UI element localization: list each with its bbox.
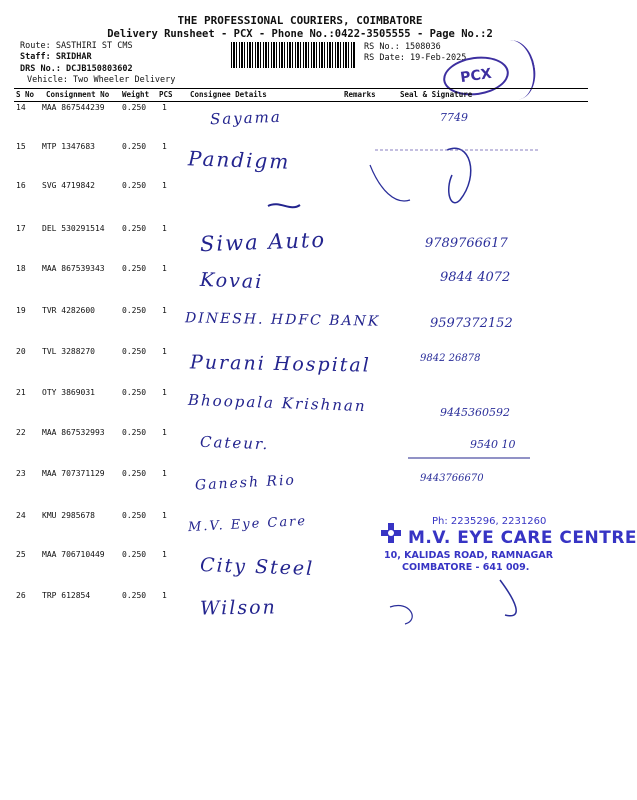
row-signature-phone: 7749	[440, 111, 468, 124]
row-sno: 24	[16, 511, 26, 520]
row-weight: 0.250	[122, 347, 147, 356]
row-consignment: MAA 867544239	[42, 103, 105, 112]
rs-number: RS No.: 1508036	[364, 42, 441, 52]
row-pcs: 1	[162, 428, 167, 437]
col-pcs: PCS	[159, 90, 173, 99]
route-label: Route: SASTHIRI ST CMS	[20, 41, 133, 51]
row-weight: 0.250	[122, 306, 147, 315]
row-sno: 20	[16, 347, 26, 356]
row-pcs: 1	[162, 181, 167, 190]
row-consignee-handwriting: Bhoopala Krishnan	[187, 390, 367, 416]
row-pcs: 1	[162, 306, 167, 315]
row-consignee-handwriting: Cateur.	[199, 432, 270, 454]
row-consignee-handwriting: Siwa Auto	[199, 227, 327, 257]
row-sno: 25	[16, 550, 26, 559]
row-consignee-handwriting: M.V. Eye Care	[187, 513, 308, 536]
row-weight: 0.250	[122, 224, 147, 233]
row-weight: 0.250	[122, 181, 147, 190]
row-weight: 0.250	[122, 264, 147, 273]
row-sno: 26	[16, 591, 26, 600]
col-consignment: Consignment No	[46, 90, 110, 99]
row-weight: 0.250	[122, 388, 147, 397]
row-pcs: 1	[162, 550, 167, 559]
row-consignment: TVL 3288270	[42, 347, 95, 356]
eye-care-address-1: 10, KALIDAS ROAD, RAMNAGAR	[384, 550, 554, 561]
row-weight: 0.250	[122, 142, 147, 151]
row-sno: 23	[16, 469, 26, 478]
row-weight: 0.250	[122, 591, 147, 600]
drs-number: DRS No.: DCJB150803602	[20, 64, 133, 74]
rs-date: RS Date: 19-Feb-2025	[364, 53, 467, 63]
row-consignee-handwriting: Kovai	[199, 268, 264, 294]
eye-care-name: M.V. EYE CARE CENTRE	[408, 528, 637, 548]
row-consignment: KMU 2985678	[42, 511, 95, 520]
row-signature-phone: 9445360592	[440, 406, 510, 419]
row-pcs: 1	[162, 103, 167, 112]
row-weight: 0.250	[122, 511, 147, 520]
eye-care-address-2: COIMBATORE - 641 009.	[402, 562, 530, 573]
eye-care-phone: Ph: 2235296, 2231260	[432, 516, 547, 527]
col-sno: S No	[16, 90, 35, 99]
row-consignment: TVR 4282600	[42, 306, 95, 315]
row-consignment: OTY 3869031	[42, 388, 95, 397]
row-consignment: MAA 707371129	[42, 469, 105, 478]
row-weight: 0.250	[122, 550, 147, 559]
pcx-stamp: PCX	[441, 53, 512, 100]
row-sno: 22	[16, 428, 26, 437]
staff-label: Staff: SRIDHAR	[20, 52, 92, 62]
row-weight: 0.250	[122, 469, 147, 478]
row-consignee-handwriting: Ganesh Rio	[194, 472, 297, 494]
row-signature-phone: 9842 26878	[420, 353, 481, 364]
row-consignment: TRP 612854	[42, 591, 91, 600]
col-consignee: Consignee Details	[190, 90, 267, 99]
row-consignee-handwriting: City Steel	[199, 554, 315, 580]
row-consignee-handwriting: Sayama	[209, 107, 283, 129]
row-consignee-handwriting: DINESH. HDFC BANK	[184, 310, 381, 330]
row-signature-phone: 9789766617	[425, 236, 508, 251]
row-consignment: SVG 4719842	[42, 181, 95, 190]
row-pcs: 1	[162, 388, 167, 397]
row-consignee-handwriting: Wilson	[199, 596, 277, 620]
row-sno: 21	[16, 388, 26, 397]
row-signature-phone: 9443766670	[420, 473, 484, 484]
row-weight: 0.250	[122, 428, 147, 437]
row-pcs: 1	[162, 142, 167, 151]
row-sno: 18	[16, 264, 26, 273]
row-sno: 16	[16, 181, 26, 190]
row-sno: 17	[16, 224, 26, 233]
row-sno: 14	[16, 103, 26, 112]
row-sno: 15	[16, 142, 26, 151]
row-signature-phone: 9597372152	[430, 316, 513, 331]
col-remarks: Remarks	[344, 90, 376, 99]
vehicle-label: Vehicle: Two Wheeler Delivery	[27, 75, 176, 85]
col-weight: Weight	[122, 90, 150, 99]
runsheet-subtitle: Delivery Runsheet - PCX - Phone No.:0422-3505555 - Page No.:2	[107, 28, 493, 40]
row-signature-phone: 9540 10	[470, 438, 516, 451]
row-pcs: 1	[162, 591, 167, 600]
row-pcs: 1	[162, 347, 167, 356]
row-signature-phone: 9844 4072	[440, 270, 511, 285]
row-consignment: MAA 867539343	[42, 264, 105, 273]
row-consignee-handwriting: Pandigm	[187, 146, 291, 174]
row-consignee-handwriting: Purani Hospital	[189, 351, 372, 377]
row-sno: 19	[16, 306, 26, 315]
row-pcs: 1	[162, 264, 167, 273]
row-consignment: MAA 706710449	[42, 550, 105, 559]
row-pcs: 1	[162, 224, 167, 233]
row-consignment: MTP 1347683	[42, 142, 95, 151]
company-title: THE PROFESSIONAL COURIERS, COIMBATORE	[177, 14, 423, 27]
row-consignment: DEL 530291514	[42, 224, 105, 233]
row-consignment: MAA 867532993	[42, 428, 105, 437]
row-weight: 0.250	[122, 103, 147, 112]
col-seal: Seal & Signature	[400, 90, 473, 99]
row-pcs: 1	[162, 511, 167, 520]
row-pcs: 1	[162, 469, 167, 478]
